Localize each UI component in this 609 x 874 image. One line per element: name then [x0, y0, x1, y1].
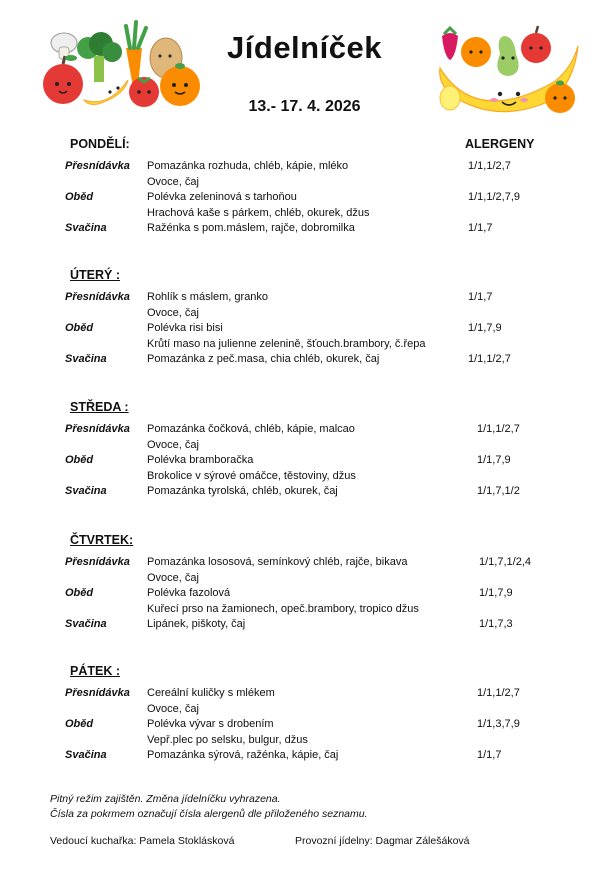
menu-row — [0, 718, 609, 733]
dish-description: Lipánek, piškoty, čaj — [147, 618, 246, 630]
dish-description: Pomazánka rozhuda, chléb, kápie, mléko — [147, 160, 349, 172]
dish-description: Cereální kuličky s mlékem — [147, 687, 275, 699]
dish-description: Brokolice v sýrové omáčce, těstoviny, džus — [147, 469, 356, 482]
meal-label: Oběd — [65, 191, 94, 203]
allergen-codes: 1/1,7,9 — [468, 322, 502, 334]
day-heading: PONDĚLÍ: — [70, 137, 130, 151]
allergen-codes: 1/1,7 — [468, 291, 493, 303]
menu-row — [0, 556, 609, 571]
meal-label: Svačina — [65, 222, 107, 234]
allergen-codes: 1/1,1/2,7,9 — [468, 191, 520, 203]
meal-label: Svačina — [65, 618, 107, 630]
menu-row — [0, 485, 609, 500]
menu-row — [0, 307, 609, 322]
dish-description: Vepř.plec po selsku, bulgur, džus — [147, 733, 308, 746]
allergen-codes: 1/1,7,1/2 — [477, 485, 520, 497]
dish-description: Ovoce, čaj — [147, 702, 199, 715]
allergen-codes: 1/1,1/2,7 — [477, 687, 520, 699]
menu-row — [0, 603, 609, 618]
menu-row — [0, 353, 609, 368]
allergen-codes: 1/1,1/2,7 — [477, 423, 520, 435]
meal-label: Přesnídávka — [65, 291, 130, 303]
page-title: Jídelníček — [227, 30, 382, 65]
menu-row — [0, 703, 609, 718]
dish-description: Ovoce, čaj — [147, 438, 199, 451]
week-dates: 13.- 17. 4. 2026 — [248, 98, 361, 115]
menu-row — [0, 338, 609, 353]
menu-row — [0, 749, 609, 764]
allergen-codes: 1/1,7 — [468, 222, 493, 234]
meal-label: Přesnídávka — [65, 687, 130, 699]
canteen-manager: Provozní jídelny: Dagmar Zálešáková — [295, 835, 470, 847]
menu-row — [0, 160, 609, 175]
meal-label: Přesnídávka — [65, 556, 130, 568]
meal-label: Přesnídávka — [65, 160, 130, 172]
dish-description: Kuřecí prso na žamionech, opeč.brambory, tropico džus — [147, 602, 419, 615]
dish-description: Ovoce, čaj — [147, 571, 199, 584]
menu-row — [0, 423, 609, 438]
allergen-codes: 1/1,7,9 — [477, 454, 511, 466]
drinking-note: Pitný režim zajištěn. Změna jídelníčku vyhrazena. — [50, 793, 281, 805]
dish-description: Ovoce, čaj — [147, 175, 199, 188]
meal-label: Svačina — [65, 749, 107, 761]
dish-description: Polévka fazolová — [147, 587, 231, 599]
menu-row — [0, 191, 609, 206]
menu-row — [0, 439, 609, 454]
dish-description: Pomazánka sýrová, ražénka, kápie, čaj — [147, 749, 339, 761]
head-cook: Vedoucí kuchařka: Pamela Stoklásková — [50, 835, 235, 847]
menu-row — [0, 587, 609, 602]
menu-row — [0, 734, 609, 749]
dish-description: Pomazánka tyrolská, chléb, okurek, čaj — [147, 485, 338, 497]
dish-description: Ovoce, čaj — [147, 306, 199, 319]
day-heading: STŘEDA : — [70, 400, 129, 414]
dish-description: Polévka vývar s drobením — [147, 718, 274, 730]
menu-row — [0, 454, 609, 469]
dish-description: Krůtí maso na julienne zelenině, šťouch.brambory, č.řepa — [147, 337, 426, 350]
allergen-header: ALERGENY — [465, 137, 535, 151]
allergen-codes: 1/1,3,7,9 — [477, 718, 520, 730]
meal-label: Svačina — [65, 353, 107, 365]
dish-description: Pomazánka z peč.masa, chia chléb, okurek, čaj — [147, 353, 380, 365]
dish-description: Pomazánka lososová, semínkový chléb, rajče, bikava — [147, 556, 408, 568]
menu-row — [0, 322, 609, 337]
dish-description: Polévka bramboračka — [147, 454, 254, 466]
meal-label: Přesnídávka — [65, 423, 130, 435]
meal-label: Oběd — [65, 454, 94, 466]
meal-label: Oběd — [65, 718, 94, 730]
menu-row — [0, 207, 609, 222]
allergen-codes: 1/1,7 — [477, 749, 502, 761]
menu-row — [0, 291, 609, 306]
dish-description: Pomazánka čočková, chléb, kápie, malcao — [147, 423, 355, 435]
allergen-codes: 1/1,1/2,7 — [468, 353, 511, 365]
allergen-codes: 1/1,7,9 — [479, 587, 513, 599]
allergen-codes: 1/1,1/2,7 — [468, 160, 511, 172]
dish-description: Rohlík s máslem, granko — [147, 291, 269, 303]
dish-description: Hrachová kaše s párkem, chléb, okurek, džus — [147, 206, 370, 219]
meal-label: Oběd — [65, 587, 94, 599]
allergen-note: Čísla za pokrmem označují čísla alergenů dle přiloženého seznamu. — [50, 808, 368, 820]
menu-row — [0, 687, 609, 702]
menu-row — [0, 572, 609, 587]
day-heading: ÚTERÝ : — [70, 268, 120, 282]
menu-row — [0, 618, 609, 633]
menu-row — [0, 470, 609, 485]
meal-label: Oběd — [65, 322, 94, 334]
day-heading: PÁTEK : — [70, 664, 120, 678]
dish-description: Polévka zeleninová s tarhoňou — [147, 191, 297, 203]
dish-description: Ražénka s pom.máslem, rajče, dobromilka — [147, 222, 355, 234]
allergen-codes: 1/1,7,1/2,4 — [479, 556, 531, 568]
allergen-codes: 1/1,7,3 — [479, 618, 513, 630]
day-heading: ČTVRTEK: — [70, 533, 134, 547]
menu-row — [0, 176, 609, 191]
meal-label: Svačina — [65, 485, 107, 497]
menu-row — [0, 222, 609, 237]
dish-description: Polévka risi bisi — [147, 322, 223, 334]
